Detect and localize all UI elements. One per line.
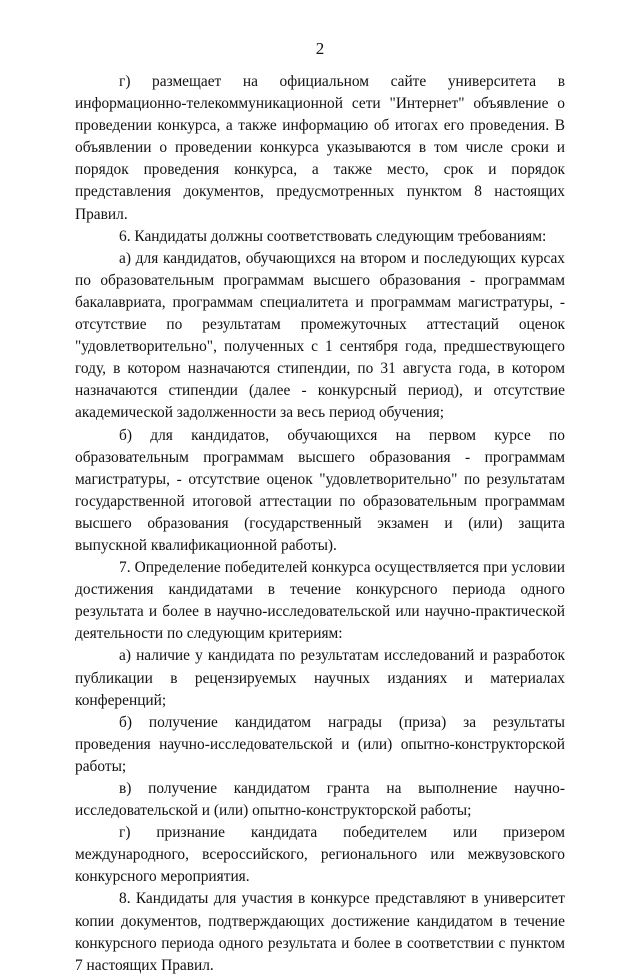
paragraph-criterion-a: а) наличие у кандидата по результатам исследований и разработок публикации в рецензируемых научных изданиях и материалах конференций;	[75, 647, 565, 709]
paragraph-requirement-b: б) для кандидатов, обучающихся на первом курсе по образовательным программам высшего образования - программам магистратуры, - отсутствие оценок "удовлетворительно" по результатам государственной итоговой аттестации по образовательным программам высшего образования (государственный экзамен и (или) защита выпускной квалификационной работы).	[75, 426, 565, 554]
paragraph-criterion-b: б) получение кандидатом награды (приза) за результаты проведения научно-исследовательской и (или) опытно-конструкторской работы;	[75, 713, 565, 775]
paragraph-document-submission: 8. Кандидаты для участия в конкурсе представляют в университет копии документов, подтверждающих достижение кандидатом в течение конкурсного периода одного результата и более в соответствии с пунктом 7 настоящих Правил.	[75, 890, 565, 974]
paragraph-candidate-requirements: 6. Кандидаты должны соответствовать следующим требованиям:	[119, 227, 547, 245]
paragraph-winner-determination: 7. Определение победителей конкурса осуществляется при условии достижения кандидатами в течение конкурсного периода одного результата и более в научно-исследовательской или научно-практической деятельности по следующим критериям:	[75, 559, 565, 643]
document-body	[75, 71, 565, 977]
paragraph-publication-on-website: г) размещает на официальном сайте университета в информационно-телекоммуникационной сети "Интернет" объявление о проведении конкурса, а также информацию об итогах его проведения. В объявлении о проведении конкурса указываются в том числе сроки и порядок проведения конкурса, а также место, срок и порядок представления документов, предусмотренных пунктом 8 настоящих Правил.	[75, 73, 565, 223]
page-number: 2	[315, 39, 325, 58]
paragraph-criterion-c: в) получение кандидатом гранта на выполнение научно-исследовательской и (или) опытно-конструкторской работы;	[75, 780, 565, 820]
paragraph-criterion-d: г) признание кандидата победителем или призером международного, всероссийского, регионального или межвузовского конкурсного мероприятия.	[75, 824, 565, 886]
paragraph-requirement-a: а) для кандидатов, обучающихся на втором и последующих курсах по образовательным программам высшего образования - программам бакалавриата, программам специалитета и программам магистратуры, - отсутствие по результатам промежуточных аттестаций оценок "удовлетворительно", полученных с 1 сентября года, предшествующего году, в котором назначаются стипендии, по 31 августа года, в котором назначаются стипендии (далее - конкурсный период), и отсутствие академической задолженности за весь период обучения;	[75, 249, 565, 422]
